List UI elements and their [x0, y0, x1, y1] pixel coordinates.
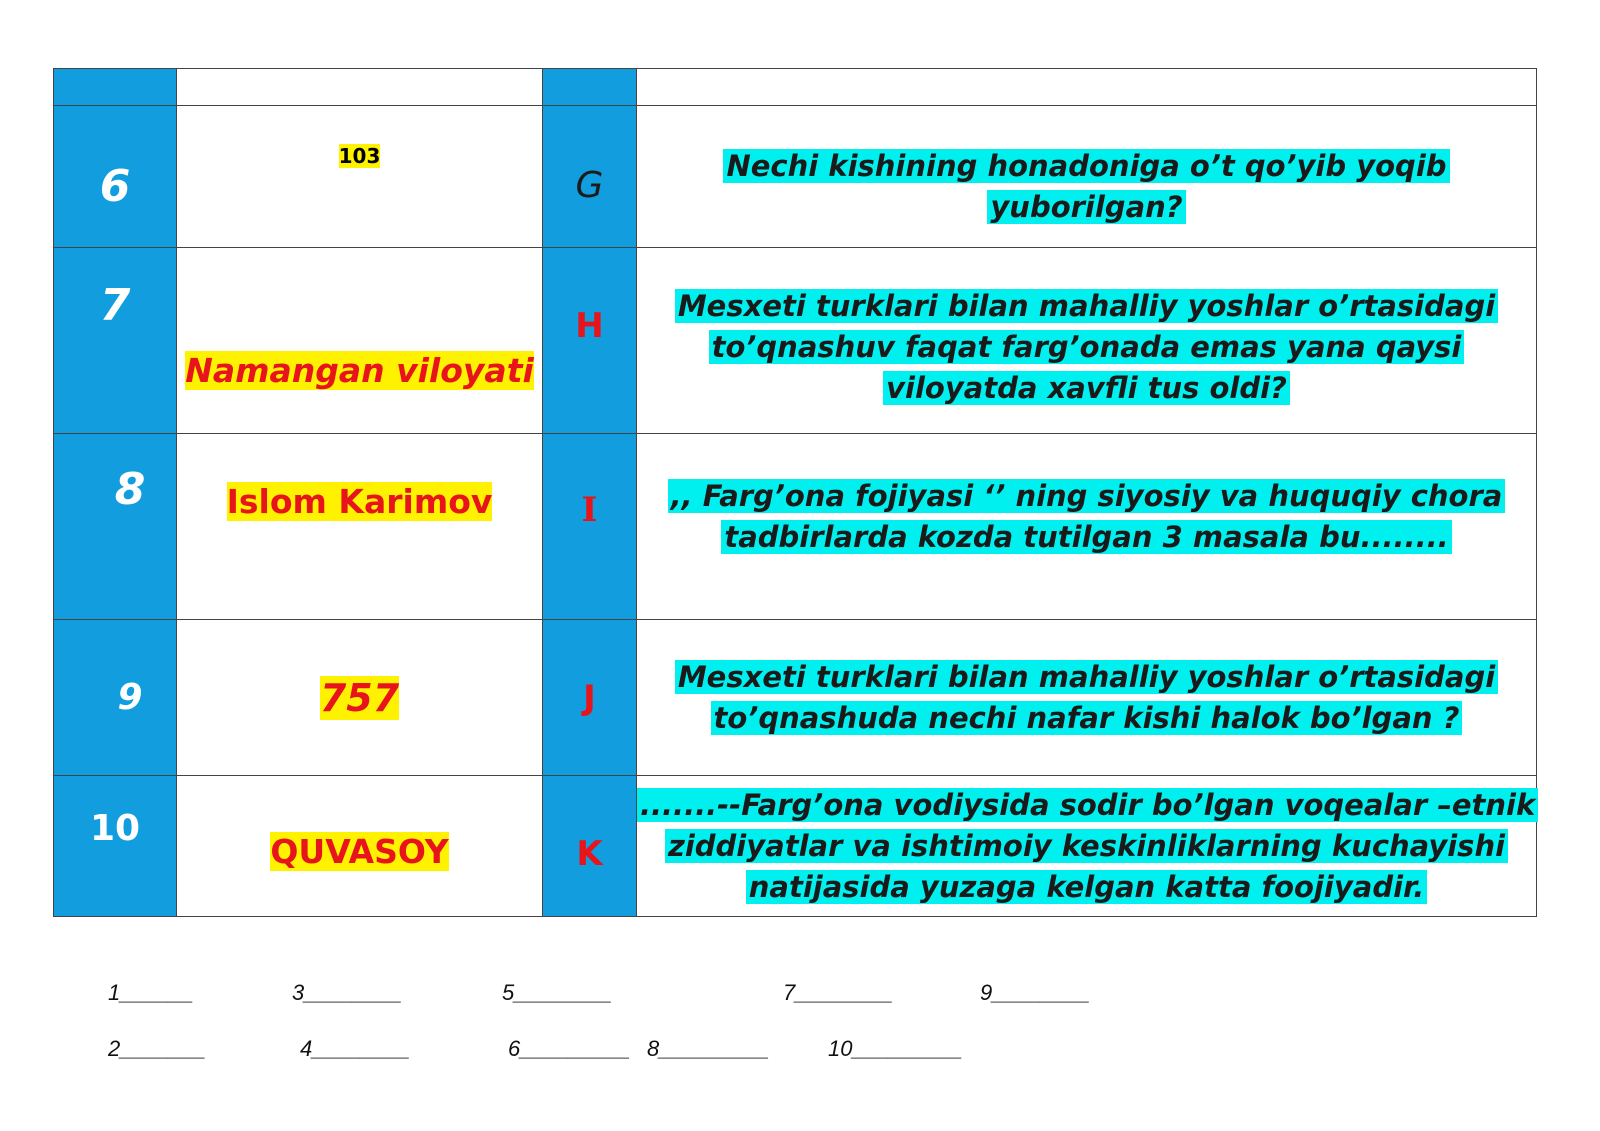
answer-text: 757 [319, 675, 400, 720]
answer-text: 103 [338, 144, 381, 168]
answer-blank-4[interactable]: 4________ [300, 1036, 411, 1061]
answer-blank-6[interactable]: 6_________ [508, 1036, 631, 1061]
question-cell [637, 620, 1537, 776]
question-cell [637, 106, 1537, 248]
question-text: Mesxeti turklari bilan mahalliy yoshlar o’rtasidagi to’qnashuv faqat farg’onada emas yana qaysi viloyatda xavfli tus oldi? [675, 289, 1498, 405]
table-row [54, 620, 1537, 776]
question-cell [637, 434, 1537, 620]
answer-blank-8[interactable]: 8_________ [647, 1036, 770, 1061]
question-text: ,, Farg’ona fojiyasi ‘’ ning siyosiy va huquqiy chora tadbirlarda kozda tutilgan 3 masala bu........ [668, 479, 1506, 554]
header-letter-cell [543, 69, 637, 106]
answer-text: QUVASOY [270, 831, 449, 871]
answer-cell [177, 776, 543, 917]
matching-table [53, 68, 1537, 917]
question-text: Nechi kishining honadoniga o’t qo’yib yoqib yuborilgan? [723, 149, 1449, 224]
row-number: 10 [54, 776, 177, 917]
question-text: Mesxeti turklari bilan mahalliy yoshlar o’rtasidagi to’qnashuda nechi nafar kishi halok bo’lgan ? [675, 660, 1498, 735]
question-cell [637, 248, 1537, 434]
row-number: 9 [54, 620, 177, 776]
answer-blank-5[interactable]: 5________ [502, 980, 613, 1005]
row-letter: I [543, 434, 637, 620]
row-number: 7 [54, 248, 177, 434]
answer-cell [177, 106, 543, 248]
table-row [54, 776, 1537, 917]
answer-cell [177, 248, 543, 434]
row-number: 8 [54, 434, 177, 620]
row-letter: G [543, 106, 637, 248]
answer-cell [177, 434, 543, 620]
answer-text: Islom Karimov [226, 482, 493, 521]
answer-cell [177, 620, 543, 776]
row-letter: H [543, 248, 637, 434]
table-row [54, 106, 1537, 248]
row-letter: J [543, 620, 637, 776]
row-number: 6 [54, 106, 177, 248]
question-cell [637, 776, 1537, 917]
header-question-cell [637, 69, 1537, 106]
row-letter: K [543, 776, 637, 917]
question-text: .......--Farg’ona vodiysida sodir bo’lgan voqealar –etnik ziddiyatlar va ishtimoiy keskinliklarning kuchayishi natijasida yuzaga kelgan katta foojiyadir. [637, 788, 1538, 904]
table-row [54, 248, 1537, 434]
answer-blank-2[interactable]: 2_______ [108, 1036, 206, 1061]
table-header-row [54, 69, 1537, 106]
answer-blank-3[interactable]: 3________ [292, 980, 403, 1005]
answer-blank-7[interactable]: 7________ [783, 980, 894, 1005]
answer-blank-1[interactable]: 1______ [108, 980, 194, 1005]
answer-blank-10[interactable]: 10_________ [828, 1036, 963, 1061]
answer-text: Namangan viloyati [185, 351, 534, 390]
header-answer-cell [177, 69, 543, 106]
table-row [54, 434, 1537, 620]
header-number-cell [54, 69, 177, 106]
answer-blank-9[interactable]: 9________ [980, 980, 1091, 1005]
